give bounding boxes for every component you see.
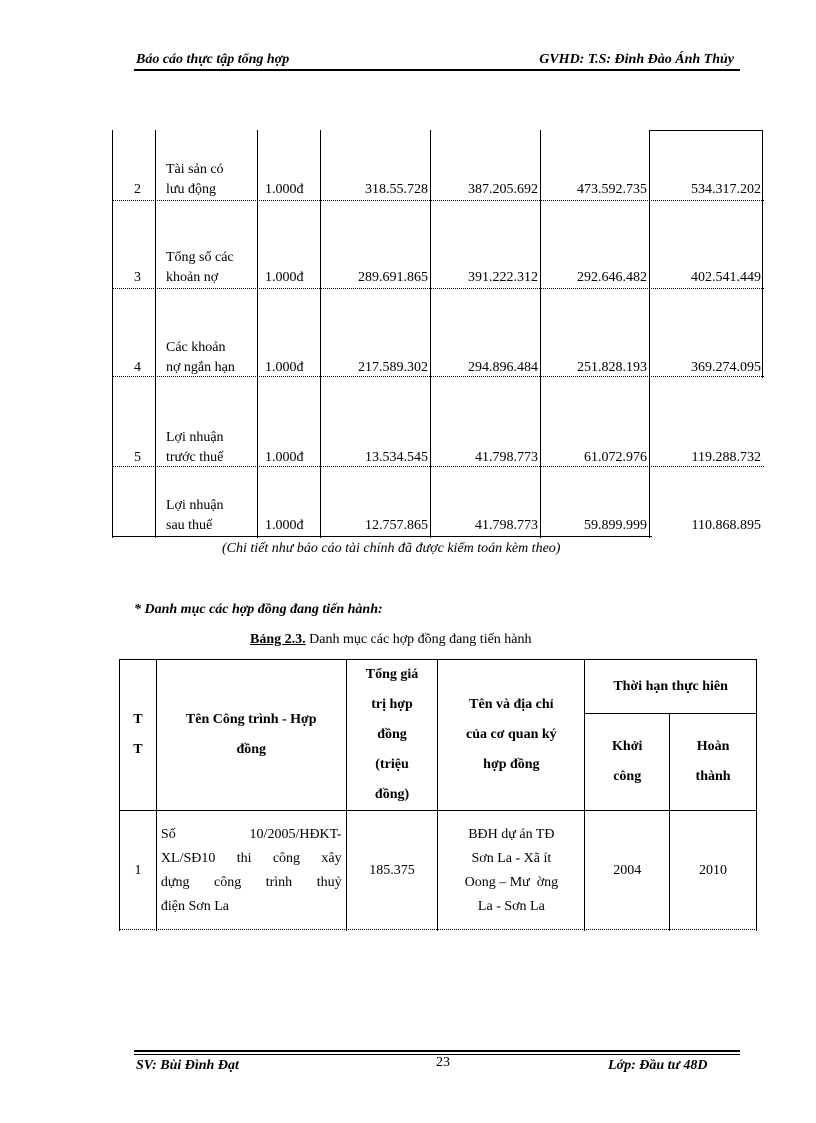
row-unit: 1.000đ [265, 518, 304, 533]
table-title-text: Danh mục các hợp đồng đang tiến hành [305, 632, 532, 647]
table-number: Bảng 2.3. [250, 632, 306, 647]
value-cell: 251.828.193 [577, 360, 647, 375]
value-cell: 41.798.773 [475, 518, 538, 533]
row-number: 5 [134, 450, 141, 465]
value-cell: 13.534.545 [365, 450, 428, 465]
row-unit: 1.000đ [265, 182, 304, 197]
row-label: lưu động [166, 182, 216, 197]
table-header-row [120, 660, 757, 714]
row-unit: 1.000đ [265, 450, 304, 465]
section-title: * Danh mục các hợp đồng đang tiến hành: [134, 602, 383, 617]
row-label: nợ ngắn hạn [166, 360, 235, 375]
row-unit: 1.000đ [265, 360, 304, 375]
row-number: 3 [134, 270, 141, 285]
header-report-title: Báo cáo thực tập tổng hợp [136, 52, 290, 67]
row-label: Các khoản [166, 340, 226, 355]
row-start-year: 2004 [585, 811, 670, 931]
value-cell: 12.757.865 [365, 518, 428, 533]
value-cell: 289.691.865 [358, 270, 428, 285]
footer-student: SV: Bùi Đình Đạt [136, 1058, 239, 1073]
row-number: 2 [134, 182, 141, 197]
value-cell: 391.222.312 [468, 270, 538, 285]
row-label: khoản nợ [166, 270, 219, 285]
header-period: Thời hạn thực hiên [585, 660, 757, 714]
value-cell: 402.541.449 [691, 270, 761, 285]
row-client: BĐH dự án TĐ Sơn La - Xã ít Oong – Mư ờng La - Sơn La [438, 811, 585, 931]
row-label: Tổng số các [166, 250, 234, 265]
row-tt: 1 [120, 811, 157, 931]
row-label: Lợi nhuận [166, 430, 224, 445]
page-number: 23 [436, 1055, 450, 1070]
header-end: Hoàn thành [670, 714, 757, 811]
row-number: 4 [134, 360, 141, 375]
page-header [134, 50, 740, 70]
row-contract-value: 185.375 [346, 811, 438, 931]
value-cell: 119.288.732 [691, 450, 761, 465]
financial-table [112, 130, 764, 540]
value-cell: 387.205.692 [468, 182, 538, 197]
header-contract-value: Tổng giá trị hợp đồng (triệu đồng) [346, 660, 438, 811]
value-cell: 294.896.484 [468, 360, 538, 375]
row-unit: 1.000đ [265, 270, 304, 285]
header-supervisor: GVHD: T.S: Đinh Đào Ánh Thủy [539, 52, 734, 67]
header-client: Tên và địa chỉ của cơ quan ký hợp đồng [438, 660, 585, 811]
row-label: Lợi nhuận [166, 498, 224, 513]
header-project-name: Tên Công trình - Hợp đồng [156, 660, 346, 811]
row-project-name: Số 10/2005/HĐKT- XL/SĐ10 thi công xây dựng công trình thuỷ điện Sơn La [156, 811, 346, 931]
row-end-year: 2010 [670, 811, 757, 931]
contracts-table [119, 659, 757, 931]
value-cell: 110.868.895 [691, 518, 761, 533]
value-cell: 534.317.202 [691, 182, 761, 197]
header-rule [134, 69, 740, 71]
value-cell: 59.899.999 [584, 518, 647, 533]
value-cell: 217.589.302 [358, 360, 428, 375]
value-cell: 292.646.482 [577, 270, 647, 285]
row-label: trước thuế [166, 450, 224, 465]
value-cell: 369.274.095 [691, 360, 761, 375]
row-label: Tài sản có [166, 162, 224, 177]
value-cell: 473.592.735 [577, 182, 647, 197]
value-cell: 61.072.976 [584, 450, 647, 465]
table-caption: (Chi tiết như báo cáo tài chính đã được kiểm toán kèm theo) [222, 541, 561, 556]
table-title [250, 632, 532, 648]
header-tt: T T [120, 660, 157, 811]
table-row [120, 811, 757, 931]
value-cell: 318.55.728 [365, 182, 428, 197]
header-start: Khởi công [585, 714, 670, 811]
footer-rule [134, 1050, 740, 1052]
table-bottom-rule [119, 929, 757, 930]
row-label: sau thuế [166, 518, 213, 533]
value-cell: 41.798.773 [475, 450, 538, 465]
footer-class: Lớp: Đầu tư 48D [608, 1058, 708, 1073]
